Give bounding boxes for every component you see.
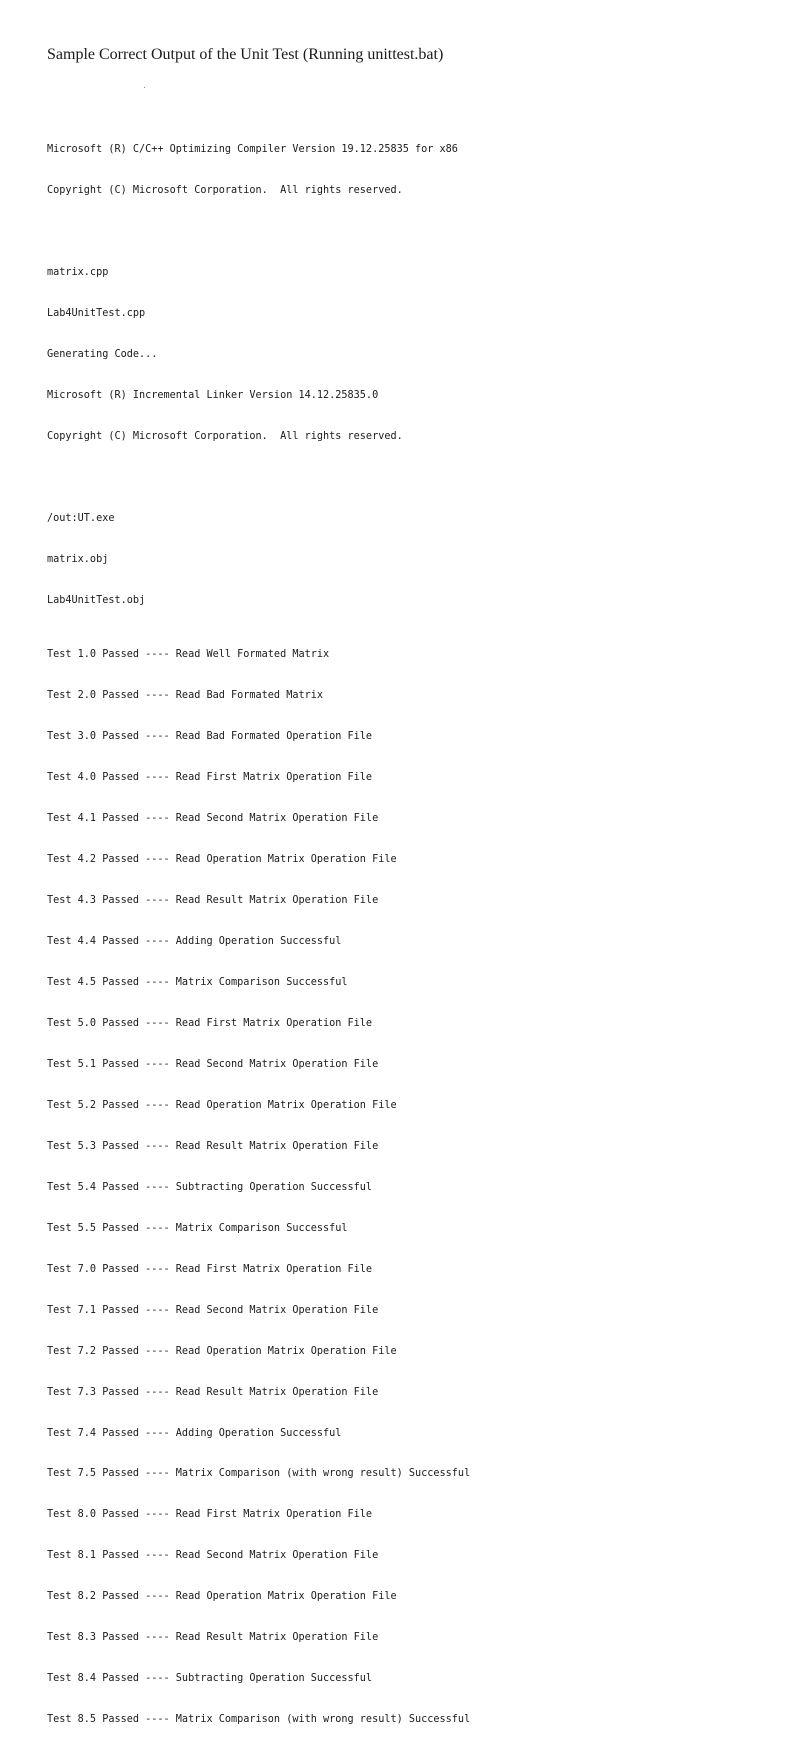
test-result-line: Test 7.4 Passed ---- Adding Operation Successful: [47, 1427, 342, 1439]
test-result-line: Test 7.1 Passed ---- Read Second Matrix Operation File: [47, 1304, 379, 1316]
linker-banner: Microsoft (R) Incremental Linker Version 14.12.25835.0: [47, 390, 379, 402]
compiler-banner: Microsoft (R) C/C++ Optimizing Compiler Version 19.12.25835 for x86: [47, 144, 458, 156]
compiler-copyright: Copyright (C) Microsoft Corporation. All rights reserved.: [47, 185, 403, 197]
test-result-line: Test 7.2 Passed ---- Read Operation Matrix Operation File: [47, 1345, 397, 1357]
test-result-line: Test 5.2 Passed ---- Read Operation Matrix Operation File: [47, 1099, 397, 1111]
test-result-line: Test 8.3 Passed ---- Read Result Matrix Operation File: [47, 1632, 379, 1644]
linker-copyright: Copyright (C) Microsoft Corporation. All rights reserved.: [47, 430, 403, 442]
test-result-line: Test 7.0 Passed ---- Read First Matrix Operation File: [47, 1263, 373, 1275]
test-result-line: Test 8.4 Passed ---- Subtracting Operation Successful: [47, 1673, 373, 1685]
console-output: [47, 116, 470, 1754]
test-result-line: Test 4.2 Passed ---- Read Operation Matrix Operation File: [47, 854, 397, 866]
document-title: Sample Correct Output of the Unit Test (Running unittest.bat): [47, 46, 444, 63]
test-result-line: Test 5.5 Passed ---- Matrix Comparison Successful: [47, 1222, 348, 1234]
source-file-matrix: matrix.cpp: [47, 267, 109, 279]
test-result-line: Test 7.3 Passed ---- Read Result Matrix Operation File: [47, 1386, 379, 1398]
test-result-line: Test 1.0 Passed ---- Read Well Formated Matrix: [47, 649, 330, 661]
test-result-line: Test 5.1 Passed ---- Read Second Matrix Operation File: [47, 1058, 379, 1070]
test-result-line: Test 8.0 Passed ---- Read First Matrix Operation File: [47, 1509, 373, 1521]
test-result-line: Test 4.3 Passed ---- Read Result Matrix Operation File: [47, 895, 379, 907]
generating-code-line: Generating Code...: [47, 349, 158, 361]
object-file-matrix: matrix.obj: [47, 553, 109, 565]
object-file-unittest: Lab4UnitTest.obj: [47, 594, 146, 606]
output-exe-line: /out:UT.exe: [47, 512, 115, 524]
test-result-line: Test 4.0 Passed ---- Read First Matrix Operation File: [47, 772, 373, 784]
test-result-line: Test 4.1 Passed ---- Read Second Matrix Operation File: [47, 813, 379, 825]
source-file-unittest: Lab4UnitTest.cpp: [47, 308, 146, 320]
blank-line: [47, 471, 470, 485]
test-result-line: Test 8.5 Passed ---- Matrix Comparison (with wrong result) Successful: [47, 1714, 471, 1726]
blank-line: [47, 225, 470, 239]
test-result-line: Test 4.4 Passed ---- Adding Operation Successful: [47, 936, 342, 948]
test-result-line: Test 2.0 Passed ---- Read Bad Formated Matrix: [47, 690, 324, 702]
test-result-line: Test 5.0 Passed ---- Read First Matrix Operation File: [47, 1017, 373, 1029]
test-result-line: Test 5.3 Passed ---- Read Result Matrix Operation File: [47, 1140, 379, 1152]
test-result-line: Test 7.5 Passed ---- Matrix Comparison (with wrong result) Successful: [47, 1468, 471, 1480]
test-result-line: Test 8.1 Passed ---- Read Second Matrix Operation File: [47, 1550, 379, 1562]
test-result-line: Test 8.2 Passed ---- Read Operation Matrix Operation File: [47, 1591, 397, 1603]
test-result-line: Test 3.0 Passed ---- Read Bad Formated Operation File: [47, 731, 373, 743]
test-result-line: Test 5.4 Passed ---- Subtracting Operation Successful: [47, 1181, 373, 1193]
test-result-line: Test 4.5 Passed ---- Matrix Comparison Successful: [47, 977, 348, 989]
stray-mark: [144, 87, 145, 88]
